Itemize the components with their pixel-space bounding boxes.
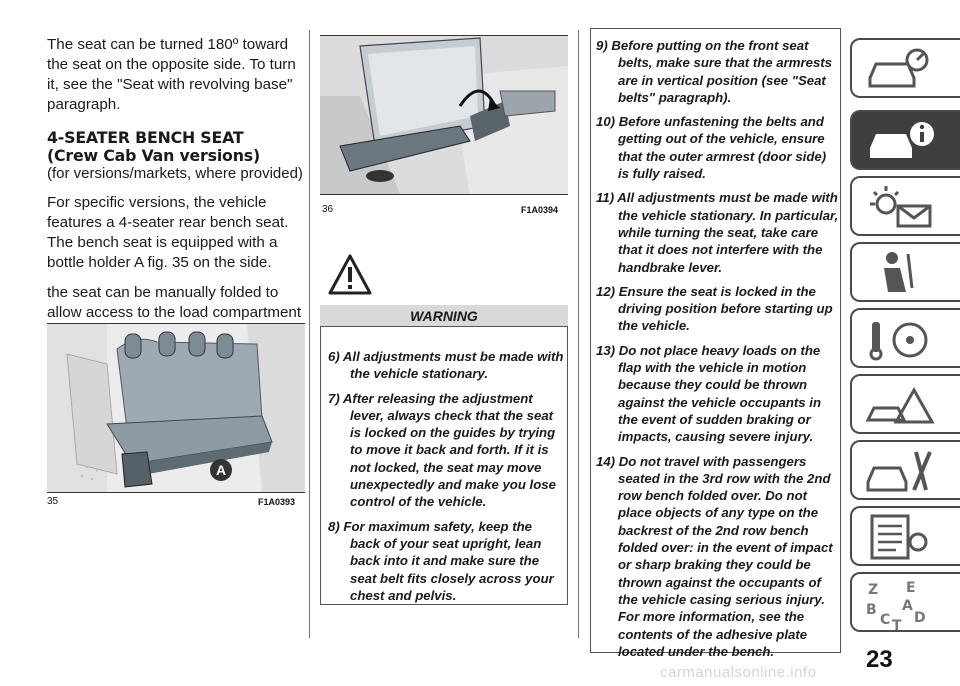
car-service-tools-icon [862,446,942,496]
callout-a-label: A [215,462,227,478]
warning-item: 14) Do not travel with passengers seated in the 3rd row with the 2nd row bench folded over. Do not place objects of any type on the backrest of the 2nd row bench folded over: in the event of impact or sharp braking they could be thrown against the occupants of the vehicle casing serious injury. For more information, see the contents of the adhesive plate located under the bench. [596,453,833,659]
watermark-text: carmanualsonline.info [660,664,817,681]
car-dashboard-icon [862,44,942,94]
column-divider-1 [309,30,310,638]
airbag-seat-icon [862,248,942,298]
figure-35-number: 35 [47,496,59,507]
svg-text:B: B [866,602,877,618]
tab-car-info[interactable] [850,110,960,170]
figure-36-code: F1A0394 [521,205,559,215]
fold-paragraph: the seat can be manually folded to allow access to the load compartment [47,284,302,321]
warning-item: 9) Before putting on the front seat belts, make sure that the armrests are in vertical position (see "Seat belts" paragraph). [596,38,833,105]
tab-maintenance[interactable] [850,440,960,500]
intro-paragraph: The seat can be turned 180º toward the seat on the opposite side. To turn it, see the "Seat with revolving base" paragraph. [47,36,296,113]
tab-dashboard[interactable] [850,38,960,98]
tab-starting[interactable] [850,308,960,368]
technical-data-icon [862,512,942,562]
page-number: 23 [866,646,893,673]
svg-text:D: D [914,610,926,626]
tab-warning-lights[interactable] [850,176,960,236]
warning-list-right [596,37,839,667]
figure-36 [320,35,568,195]
warning-item: 13) Do not place heavy loads on the flap with the vehicle in motion because they could be thrown against the vehicle occupants in the event of sudden braking or impacts, causing severe injury. [596,342,821,445]
warning-item: 11) All adjustments must be made with the vehicle stationary. In particular, while turning the seat, take care that it does not interfere with the handbrake lever. [596,190,839,275]
column-divider-2 [578,30,579,638]
left-column [47,35,305,353]
svg-text:C: C [880,612,891,628]
bench-seat-illustration [47,324,305,492]
car-info-icon [862,116,942,166]
svg-text:E: E [906,580,916,596]
tab-emergency[interactable] [850,374,960,434]
section-heading [47,129,305,165]
warning-triangle-icon [328,253,372,297]
callout-a-badge [210,459,232,481]
svg-text:T: T [892,618,902,632]
figure-36-number: 36 [322,204,334,215]
steering-key-icon [862,314,942,364]
folded-bench-illustration [320,36,568,194]
figure-35 [47,323,305,493]
section-heading-line1: 4-SEATER BENCH SEAT [47,128,244,147]
figure-35-code: F1A0393 [258,497,296,507]
bench-paragraph: For specific versions, the vehicle features a 4-seater rear bench seat. The bench seat is equipped with a bottle holder A fig. 35 on the side. [47,194,289,271]
tab-safety[interactable] [850,242,960,302]
alphabetical-index-icon [862,578,942,632]
svg-text:A: A [902,598,913,614]
breakdown-triangle-icon [862,380,942,430]
warning-list-left [328,348,564,611]
warning-item: 6) All adjustments must be made with the vehicle stationary. [328,349,564,382]
warning-item: 10) Before unfastening the belts and getting out of the vehicle, ensure that the outer armrest (door side) is fully raised. [596,114,827,182]
warning-item: 8) For maximum safety, keep the back of your seat upright, lean back into it and make sure the seat belt fits closely across your chest and pelvis. [328,518,554,603]
warning-item: 12) Ensure the seat is locked in the driving position before starting up the vehicle. [596,283,833,334]
section-note: (for versions/markets, where provided) [47,165,303,182]
warning-item: 7) After releasing the adjustment lever, always check that the seat is locked on the guides by trying to move it back and forth. If it is not locked, the seat may move unexpectedly and make you lose control of the vehicle. [328,390,556,510]
section-heading-line2: (Crew Cab Van versions) [47,146,260,165]
tab-technical-data[interactable] [850,506,960,566]
warning-lights-icon [862,182,942,232]
svg-text:Z: Z [868,582,879,598]
warning-title: WARNING [320,305,568,327]
tab-index[interactable] [850,572,960,632]
